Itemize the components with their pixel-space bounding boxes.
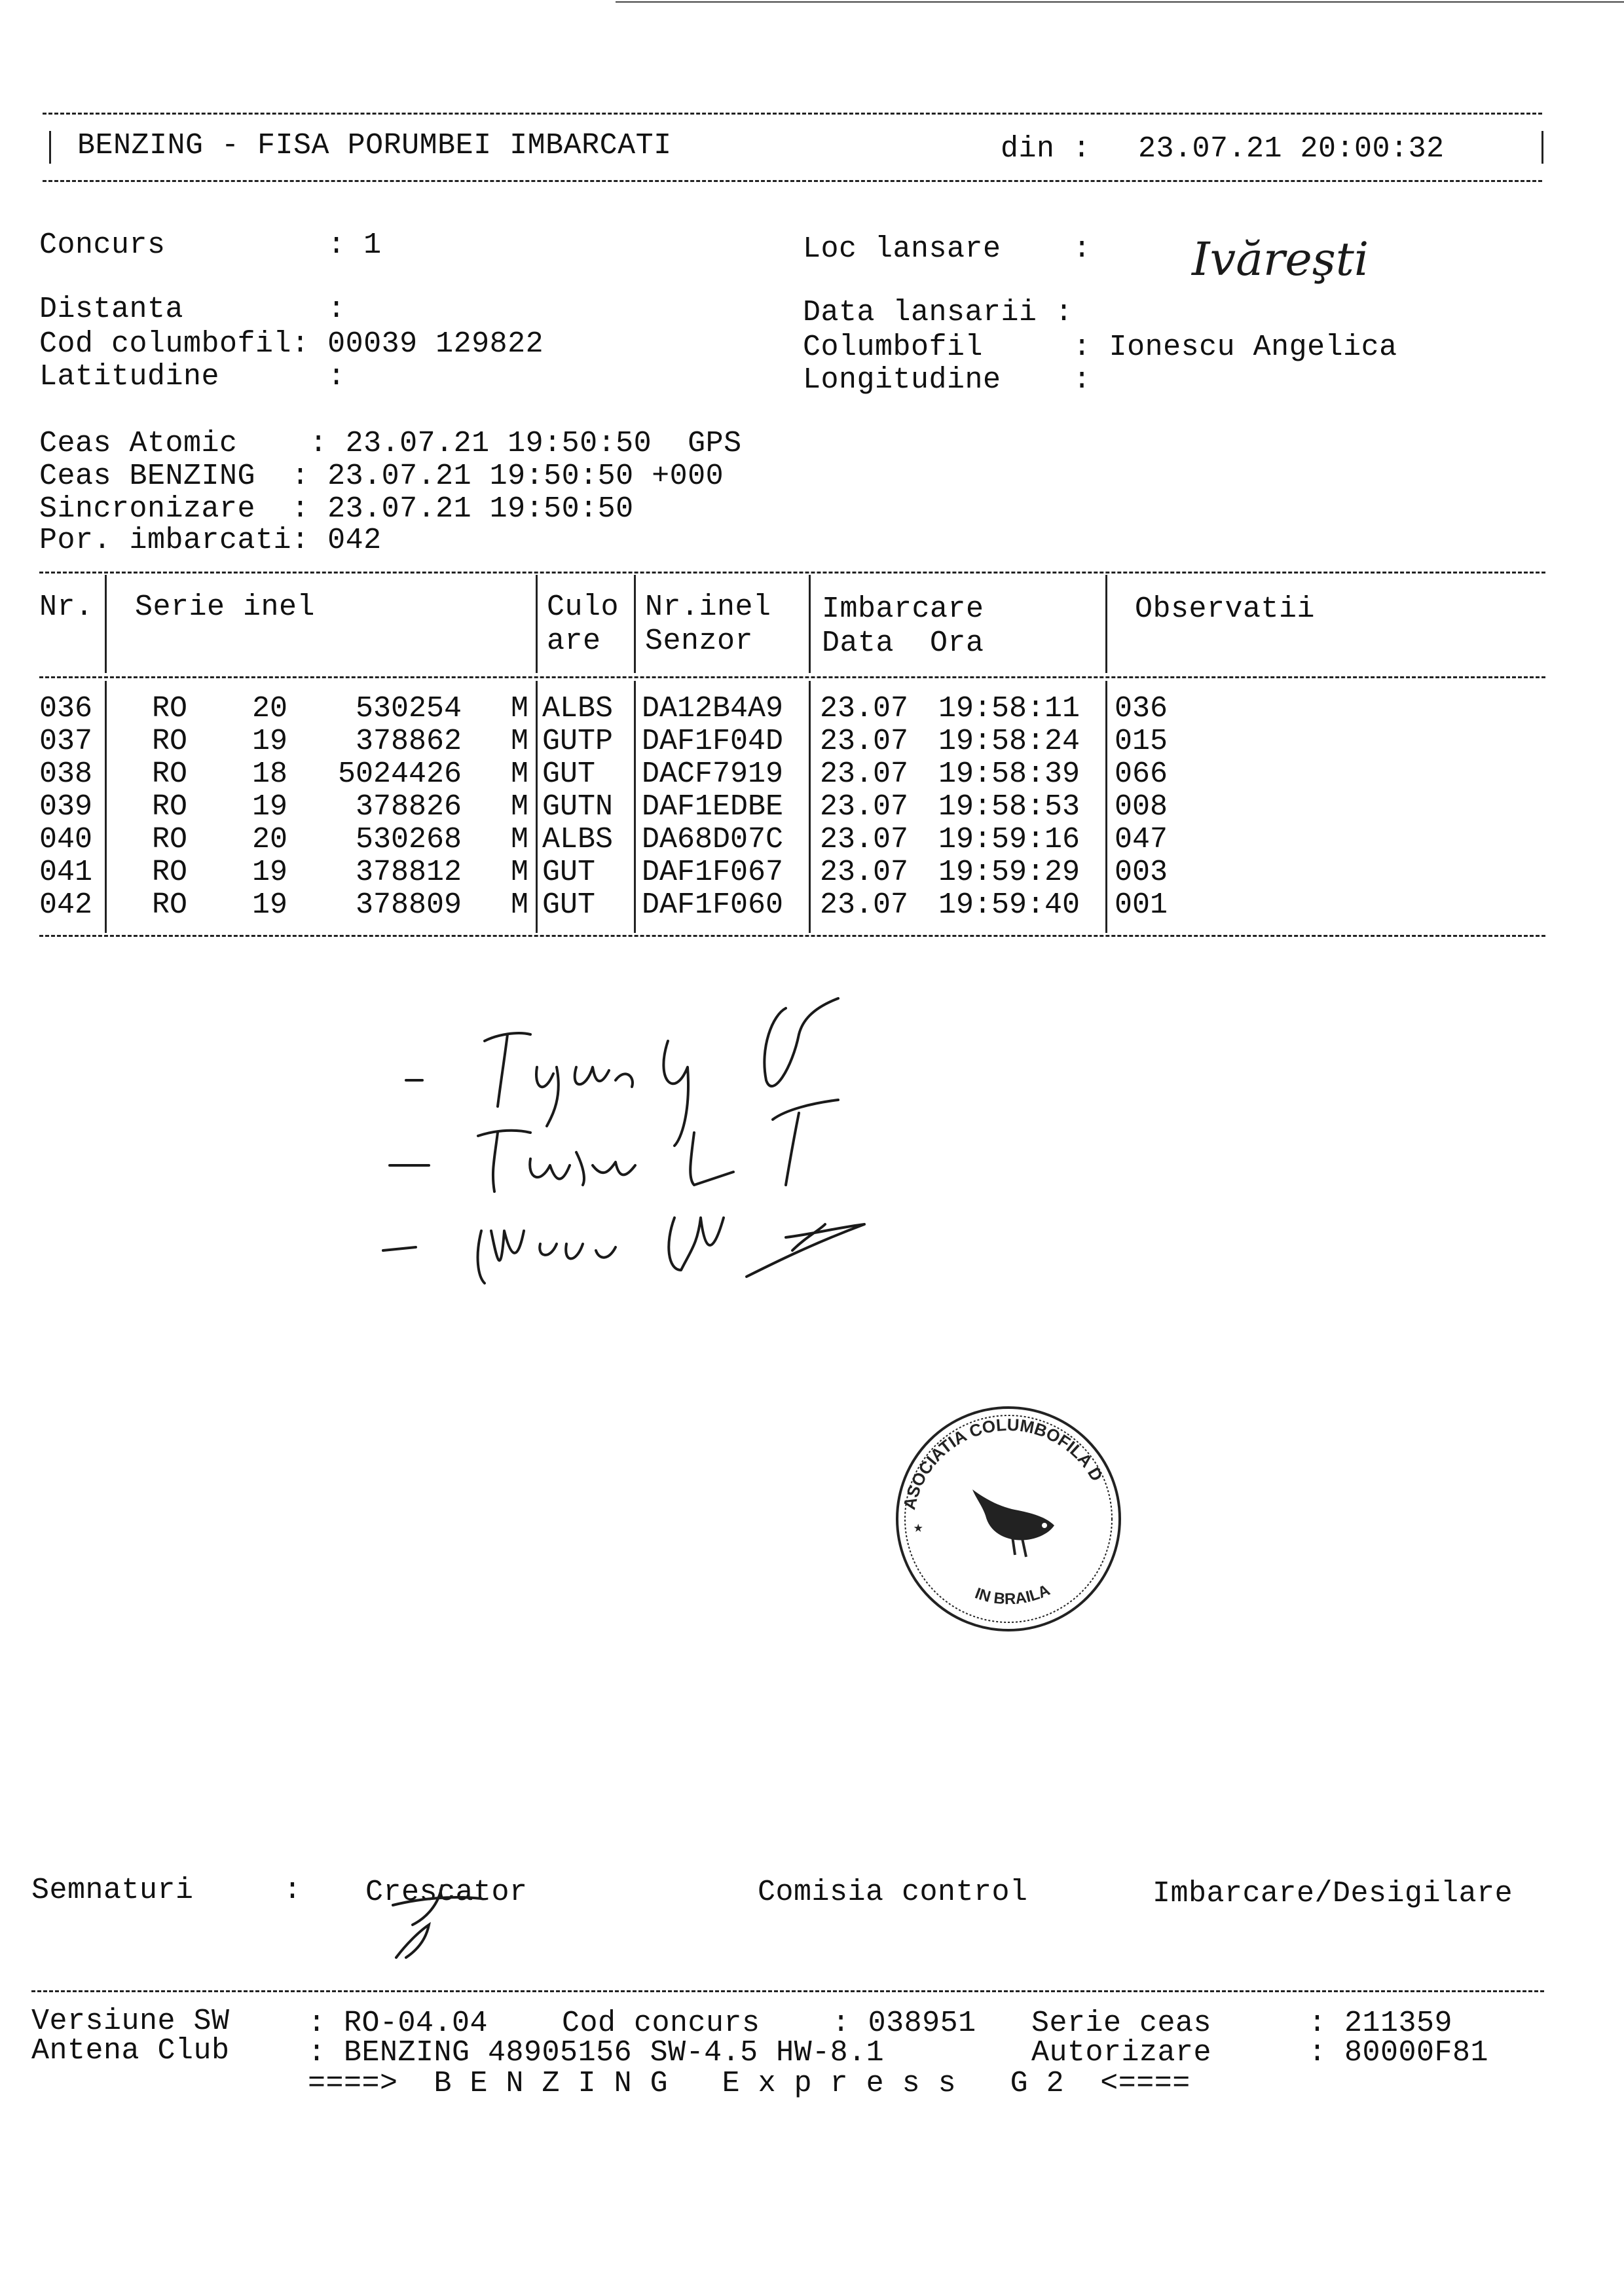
- cell-sex: M: [511, 725, 529, 758]
- cell-ora: 19:58:53: [938, 790, 1080, 824]
- handwriting-scribbles: [367, 969, 1087, 1309]
- cell-culoare: GUT: [542, 757, 596, 791]
- col-imbarcare-header: Imbarcare: [822, 592, 984, 626]
- cell-tara: RO: [152, 856, 188, 889]
- por-imbarcati-line: Por. imbarcati: 042: [39, 524, 382, 557]
- autorizare-label: Autorizare: [1031, 2036, 1212, 2069]
- distanta-line: Distanta :: [39, 293, 346, 326]
- cell-sex: M: [511, 823, 529, 856]
- cell-ora: 19:58:39: [938, 757, 1080, 791]
- concurs-line: Concurs : 1: [39, 228, 382, 262]
- cell-culoare: GUTN: [542, 790, 614, 824]
- cell-an: 18: [252, 757, 288, 791]
- columbofil-line: Columbofil : Ionescu Angelica: [803, 331, 1397, 364]
- col-serie-header: Serie inel: [135, 591, 316, 624]
- antena-club-label: Antena Club: [31, 2034, 230, 2068]
- col-observatii-header: Observatii: [1135, 592, 1316, 626]
- loc-lansare-line: Loc lansare :: [803, 232, 1092, 266]
- cell-tara: RO: [152, 888, 188, 922]
- cell-serie: 530254: [355, 692, 462, 725]
- cell-culoare: GUT: [542, 888, 596, 922]
- cell-an: 19: [252, 856, 288, 889]
- cell-nr: 042: [39, 888, 93, 922]
- cell-serie: 378862: [355, 725, 462, 758]
- cell-culoare: ALBS: [542, 823, 614, 856]
- svg-text:IN BRAILA: [972, 1581, 1052, 1608]
- col-data-ora-header: Data Ora: [822, 627, 984, 660]
- col-nrinel-header: Nr.inel: [645, 591, 771, 624]
- cell-obs: 015: [1115, 725, 1168, 758]
- latitudine-line: Latitudine :: [39, 360, 346, 393]
- versiune-sw-value: : RO-04.04: [308, 2007, 489, 2040]
- cell-culoare: ALBS: [542, 692, 614, 725]
- longitudine-line: Longitudine :: [803, 363, 1092, 397]
- comisia-control-label: Comisia control: [758, 1876, 1028, 1909]
- cell-ora: 19:58:11: [938, 692, 1080, 725]
- cell-senzor: DACF7919: [642, 757, 784, 791]
- cell-sex: M: [511, 757, 529, 791]
- cod-concurs: Cod concurs : 038951: [562, 2007, 976, 2040]
- cell-data: 23.07: [820, 692, 909, 725]
- cell-obs: 047: [1115, 823, 1168, 856]
- cell-senzor: DAF1F060: [642, 888, 784, 922]
- cell-sex: M: [511, 790, 529, 824]
- stamp-top-text: ASOCIATIA COLUMBOFILA D: [899, 1414, 1107, 1512]
- semnaturi-label: Semnaturi :: [31, 1874, 302, 1907]
- antena-club-value: : BENZING 48905156 SW-4.5 HW-8.1: [308, 2036, 885, 2069]
- cell-senzor: DA68D07C: [642, 823, 784, 856]
- svg-text:★: ★: [913, 1520, 923, 1537]
- pigeon-icon: [972, 1489, 1054, 1557]
- crescator-label: Crescator: [365, 1876, 528, 1909]
- cell-nr: 037: [39, 725, 93, 758]
- stamp-bottom-text: IN BRAILA: [972, 1581, 1053, 1609]
- data-lansarii-line: Data lansarii :: [803, 296, 1073, 329]
- top-edge-line: [616, 1, 1624, 3]
- col-senzor-header: Senzor: [645, 625, 754, 658]
- cell-culoare: GUT: [542, 856, 596, 889]
- cell-data: 23.07: [820, 888, 909, 922]
- cell-an: 20: [252, 823, 288, 856]
- autorizare-value: : 80000F81: [1308, 2036, 1489, 2069]
- cell-serie: 378812: [355, 856, 462, 889]
- cell-serie: 378826: [355, 790, 462, 824]
- cell-an: 19: [252, 888, 288, 922]
- document-title: BENZING - FISA PORUMBEI IMBARCATI: [77, 129, 672, 162]
- cod-columbofil-line: Cod columbofil: 00039 129822: [39, 327, 544, 361]
- ceas-benzing-line: Ceas BENZING : 23.07.21 19:50:50 +000: [39, 460, 724, 493]
- cell-data: 23.07: [820, 823, 909, 856]
- cell-data: 23.07: [820, 790, 909, 824]
- cell-nr: 039: [39, 790, 93, 824]
- cell-tara: RO: [152, 790, 188, 824]
- stamp-seal-icon: [887, 1401, 1130, 1637]
- cell-nr: 038: [39, 757, 93, 791]
- cell-ora: 19:59:29: [938, 856, 1080, 889]
- cell-tara: RO: [152, 692, 188, 725]
- cell-obs: 036: [1115, 692, 1168, 725]
- serie-ceas-label: Serie ceas: [1031, 2007, 1212, 2040]
- cell-obs: 008: [1115, 790, 1168, 824]
- cell-an: 19: [252, 790, 288, 824]
- ceas-atomic-line: Ceas Atomic : 23.07.21 19:50:50 GPS: [39, 427, 742, 460]
- col-culoare-header-2: are: [547, 625, 601, 658]
- cell-tara: RO: [152, 725, 188, 758]
- sincronizare-line: Sincronizare : 23.07.21 19:50:50: [39, 492, 634, 526]
- cell-tara: RO: [152, 823, 188, 856]
- cell-an: 20: [252, 692, 288, 725]
- imbarcare-desigilare-label: Imbarcare/Desigilare: [1153, 1877, 1513, 1910]
- col-nr-header: Nr.: [39, 591, 94, 624]
- cell-obs: 003: [1115, 856, 1168, 889]
- cell-serie: 5024426: [337, 757, 462, 791]
- cell-senzor: DAF1F04D: [642, 725, 784, 758]
- cell-senzor: DAF1EDBE: [642, 790, 784, 824]
- cell-serie: 530268: [355, 823, 462, 856]
- versiune-sw-label: Versiune SW: [31, 2005, 230, 2038]
- cell-nr: 040: [39, 823, 93, 856]
- cell-data: 23.07: [820, 757, 909, 791]
- benzing-banner: ====> B E N Z I N G E x p r e s s G 2 <====: [308, 2067, 1190, 2100]
- cell-ora: 19:59:40: [938, 888, 1080, 922]
- col-culoare-header: Culo: [547, 591, 619, 624]
- cell-culoare: GUTP: [542, 725, 614, 758]
- din-label: din :: [1001, 132, 1091, 166]
- din-datetime: 23.07.21 20:00:32: [1138, 132, 1445, 166]
- cell-nr: 036: [39, 692, 93, 725]
- cell-sex: M: [511, 692, 529, 725]
- crescator-signature: [367, 1879, 498, 1977]
- cell-sex: M: [511, 888, 529, 922]
- cell-tara: RO: [152, 757, 188, 791]
- cell-senzor: DAF1F067: [642, 856, 784, 889]
- cell-sex: M: [511, 856, 529, 889]
- cell-serie: 378809: [355, 888, 462, 922]
- cell-obs: 066: [1115, 757, 1168, 791]
- cell-obs: 001: [1115, 888, 1168, 922]
- loc-lansare-handwritten: Ivăreşti: [1192, 232, 1369, 286]
- cell-nr: 041: [39, 856, 93, 889]
- cell-ora: 19:58:24: [938, 725, 1080, 758]
- serie-ceas-value: : 211359: [1308, 2007, 1453, 2040]
- cell-data: 23.07: [820, 856, 909, 889]
- cell-senzor: DA12B4A9: [642, 692, 784, 725]
- cell-data: 23.07: [820, 725, 909, 758]
- cell-an: 19: [252, 725, 288, 758]
- cell-ora: 19:59:16: [938, 823, 1080, 856]
